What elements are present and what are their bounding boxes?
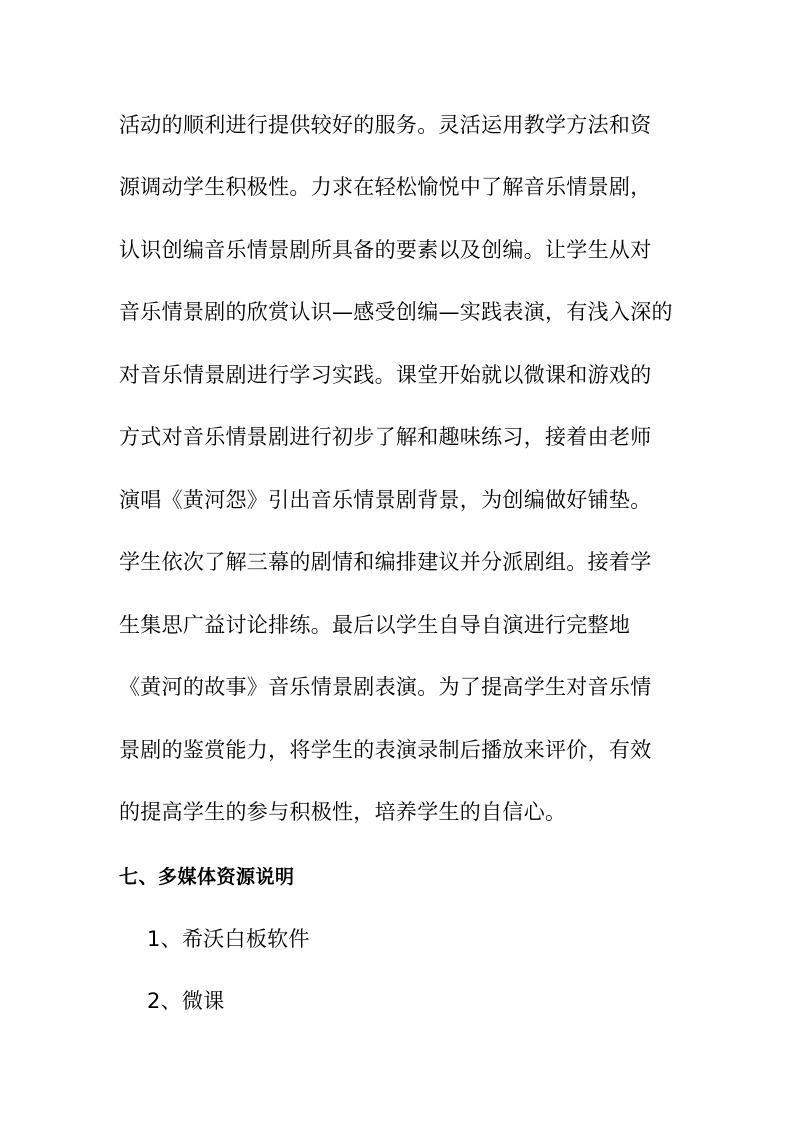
paragraph-line: 源调动学生积极性。力求在轻松愉悦中了解音乐情景剧， xyxy=(119,175,652,199)
paragraph-line: 学生依次了解三幕的剧情和编排建议并分派剧组。接着学 xyxy=(119,550,652,574)
paragraph-line: 的提高学生的参与积极性，培养学生的自信心。 xyxy=(119,800,567,824)
paragraph-line: 音乐情景剧的欣赏认识—感受创编—实践表演，有浅入深的 xyxy=(119,300,673,324)
paragraph-line: 演唱《黄河怨》引出音乐情景剧背景，为创编做好铺垫。 xyxy=(119,488,652,512)
list-item: 1、希沃白板软件 xyxy=(147,927,310,951)
paragraph-line: 《黄河的故事》音乐情景剧表演。为了提高学生对音乐情 xyxy=(119,675,652,699)
paragraph-line: 景剧的鉴赏能力，将学生的表演录制后播放来评价，有效 xyxy=(119,738,652,762)
paragraph-line: 认识创编音乐情景剧所具备的要素以及创编。让学生从对 xyxy=(119,238,652,262)
paragraph-line: 生集思广益讨论排练。最后以学生自导自演进行完整地 xyxy=(119,613,631,637)
list-item: 2、微课 xyxy=(147,989,225,1013)
paragraph-line: 活动的顺利进行提供较好的服务。灵活运用教学方法和资 xyxy=(119,113,652,137)
paragraph-line: 方式对音乐情景剧进行初步了解和趣味练习，接着由老师 xyxy=(119,425,652,449)
section-heading: 七、多媒体资源说明 xyxy=(119,866,295,888)
paragraph-line: 对音乐情景剧进行学习实践。课堂开始就以微课和游戏的 xyxy=(119,363,652,387)
